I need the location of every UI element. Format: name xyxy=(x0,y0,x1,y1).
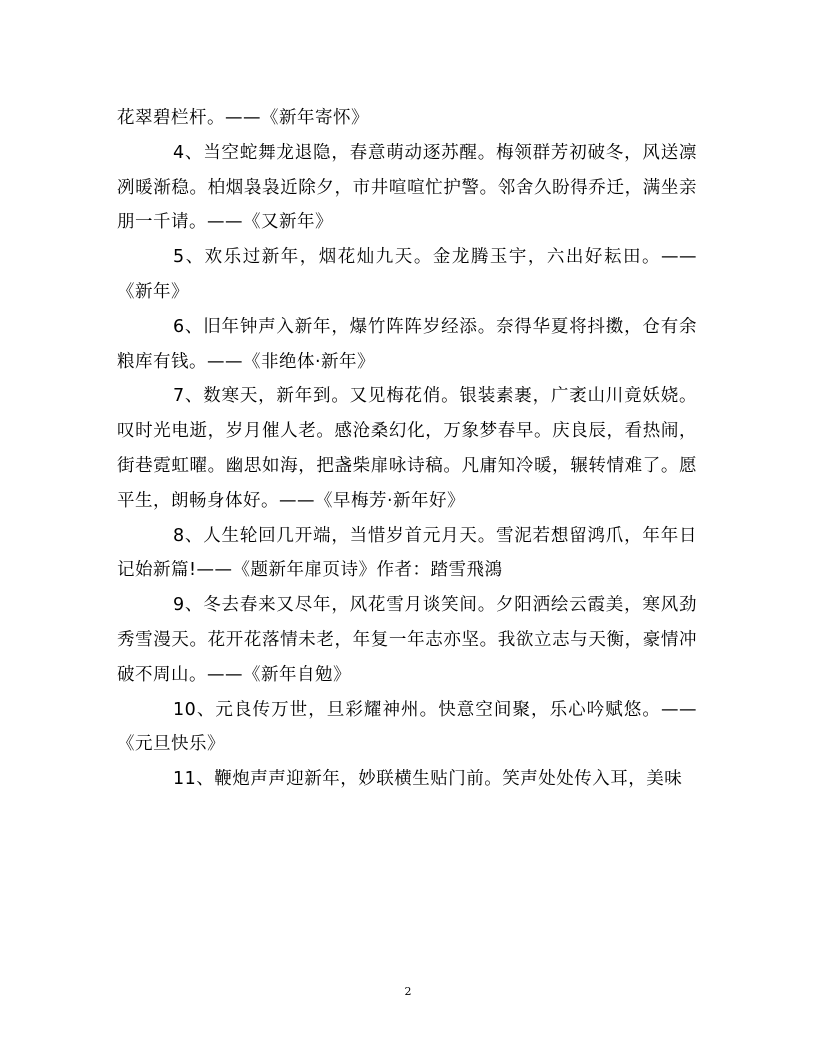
paragraph-poem-5: 5、欢乐过新年，烟花灿九天。金龙腾玉宇，六出好耘田。——《新年》 xyxy=(117,247,697,302)
paragraph-poem-6: 6、旧年钟声入新年，爆竹阵阵岁经添。奈得华夏将抖擞，仓有余粮库有钱。——《非绝体·新年》 xyxy=(117,316,697,372)
paragraph-poem-7: 7、数寒天，新年到。又见梅花俏。银装素裹，广袤山川竟妖娆。叹时光电逝，岁月催人老。感沧桑幻化，万象梦春早。庆良辰，看热闹，街巷霓虹曜。幽思如海，把盏柴扉咏诗稿。凡庸知冷暖，辗转情难了。愿平生，朗畅身体好。——《早梅芳·新年好》 xyxy=(117,386,697,511)
paragraph-poem-11: 11、鞭炮声声迎新年，妙联横生贴门前。笑声处处传入耳，美味 xyxy=(173,769,683,790)
page-number: 2 xyxy=(404,985,412,998)
paragraph-continuation: 花翠碧栏杆。——《新年寄怀》 xyxy=(117,108,369,128)
paragraph-poem-10: 10、元良传万世，旦彩耀神州。快意空间聚，乐心吟赋悠。——《元旦快乐》 xyxy=(117,699,697,755)
paragraph-poem-8: 8、人生轮回几开端，当惜岁首元月天。雪泥若想留鸿爪，年年日记始新篇!——《题新年扉页诗》作者：踏雪飛鴻 xyxy=(117,525,697,581)
paragraph-poem-4: 4、当空蛇舞龙退隐，春意萌动逐苏醒。梅领群芳初破冬，风送凛冽暖渐稳。柏烟袅袅近除夕，市井喧喧忙护警。邻舍久盼得乔迁，满坐亲朋一千请。——《又新年》 xyxy=(117,142,697,233)
paragraph-poem-9: 9、冬去春来又尽年，风花雪月谈笑间。夕阳洒绘云霞美，寒风劲秀雪漫天。花开花落情未老，年复一年志亦坚。我欲立志与天衡，豪情冲破不周山。——《新年自勉》 xyxy=(117,595,697,685)
document-body xyxy=(117,101,697,797)
